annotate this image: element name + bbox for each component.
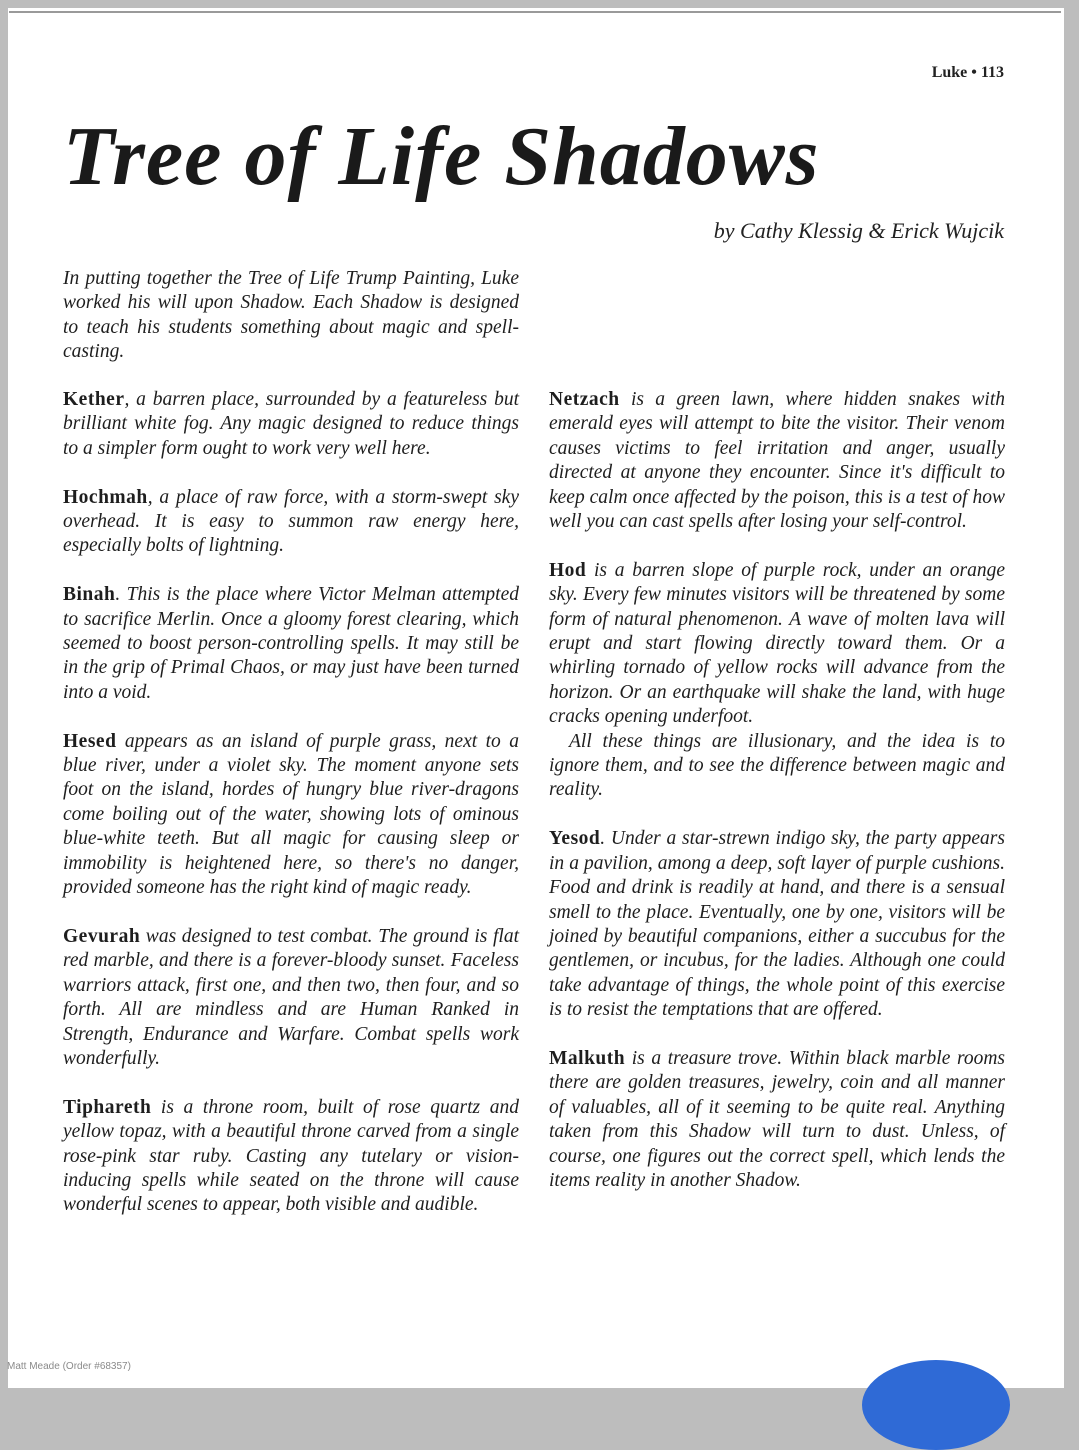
entry-text: is a treasure trove. Within black marble rooms there are golden treasures, jewelry, coin and all manner of valuables, all of it seeming to be quite real. Anything taken from this Shadow will turn to dust. Unless, of course, one figures out the correct spell, which lends the items reality in another Shadow. xyxy=(549,1047,1005,1191)
entry-term: Netzach xyxy=(549,389,620,410)
entry-text: . Under a star-strewn indigo sky, the party appears in a pavilion, among a deep, soft layer of purple cushions. Food and drink is readily at hand, and there is a sensual smell to the place. Eventually, one by one, visitors will be joined by beautiful companions, either a succubus for the gentlemen, or incubus, for the ladies. Although one could take advantage of things, the whole point of this exercise is to resist the temptations that are offered. xyxy=(549,828,1005,1021)
entry-text: appears as an island of purple grass, next to a blue river, under a violet sky. The moment anyone sets foot on the island, hordes of hungry blue river-dragons come boiling out of the water, showing lots of ominous blue-white teeth. But all magic for causing sleep or immobility is heightened here, so there's no danger, provided someone has the right kind of magic ready. xyxy=(63,730,519,899)
entry-kether xyxy=(63,388,519,461)
left-column xyxy=(63,388,519,1242)
entry-text: is a barren slope of purple rock, under an orange sky. Every few minutes visitors will be threatened by some form of natural phenomenon. A wave of molten lava will erupt and start flowing directly toward them. Or a whirling tornado of yellow rocks will advance from the horizon. Or an earthquake will shake the land, with huge cracks opening underfoot. xyxy=(549,559,1005,728)
right-column xyxy=(549,388,1005,1218)
entry-term: Hochmah xyxy=(63,486,148,508)
floating-action-circle[interactable] xyxy=(862,1360,1010,1450)
entry-term: Tiphareth xyxy=(63,1096,152,1118)
entry-term: Binah xyxy=(63,584,116,606)
entry-term: Hesed xyxy=(63,730,117,752)
page-top-rule xyxy=(9,11,1061,13)
entry-hod-continuation: All these things are illusionary, and the idea is to ignore them, and to see the difference between magic and reality. xyxy=(549,730,1005,801)
entry-malkuth xyxy=(549,1047,1005,1193)
entry-text: is a throne room, built of rose quartz and yellow topaz, with a beautiful throne carved from a single rose-pink star ruby. Casting any tutelary or vision-inducing spells while seated on the throne will cause wonderful scenes to appear, both visible and audible. xyxy=(63,1096,519,1216)
entry-term: Hod xyxy=(549,559,587,581)
entry-term: Gevurah xyxy=(63,925,141,947)
entry-text: , a place of raw force, with a storm-swept sky overhead. It is easy to summon raw energy here, especially bolts of lightning. xyxy=(63,486,519,557)
entry-term: Kether xyxy=(63,389,125,410)
entry-hod xyxy=(549,559,1005,730)
entry-term: Malkuth xyxy=(549,1047,626,1069)
intro-paragraph xyxy=(63,267,519,365)
entry-hesed xyxy=(63,730,519,901)
entry-binah xyxy=(63,583,519,705)
intro-text: In putting together the Tree of Life Trump Painting, Luke worked his will upon Shadow. Each Shadow is designed to teach his students something about magic and spell-casting. xyxy=(63,268,519,363)
article-title: Tree of Life Shadows xyxy=(63,110,820,203)
entry-yesod xyxy=(549,827,1005,1022)
page-header: Luke • 113 xyxy=(931,64,1004,81)
entry-hochmah xyxy=(63,486,519,559)
entry-text: was designed to test combat. The ground is flat red marble, and there is a forever-bloody sunset. Faceless warriors attack, first one, and then two, then four, and so forth. All are mindless and are Human Ranked in Strength, Endurance and Warfare. Combat spells work wonderfully. xyxy=(63,925,519,1069)
entry-text: , a barren place, surrounded by a featureless but brilliant white fog. Any magic designed to reduce things to a simpler form ought to work very well here. xyxy=(63,389,519,459)
entry-netzach xyxy=(549,388,1005,534)
entry-gevurah xyxy=(63,925,519,1071)
article-byline: by Cathy Klessig & Erick Wujcik xyxy=(713,218,1004,243)
order-watermark: Matt Meade (Order #68357) xyxy=(7,1361,131,1372)
entry-text: . This is the place where Victor Melman attempted to sacrifice Merlin. Once a gloomy forest clearing, which seemed to boost person-controlling spells. It may still be in the grip of Primal Chaos, or may just have been turned into a void. xyxy=(63,584,519,703)
entry-text: is a green lawn, where hidden snakes with emerald eyes will attempt to bite the visitor. Their venom causes victims to feel irritation and anger, usually directed at anyone they encounter. Since it's difficult to keep calm once affected by the poison, this is a test of how well you can cast spells after losing your self-control. xyxy=(549,389,1005,533)
document-page xyxy=(8,8,1064,1388)
entry-tiphareth xyxy=(63,1096,519,1218)
entry-term: Yesod xyxy=(549,828,601,850)
